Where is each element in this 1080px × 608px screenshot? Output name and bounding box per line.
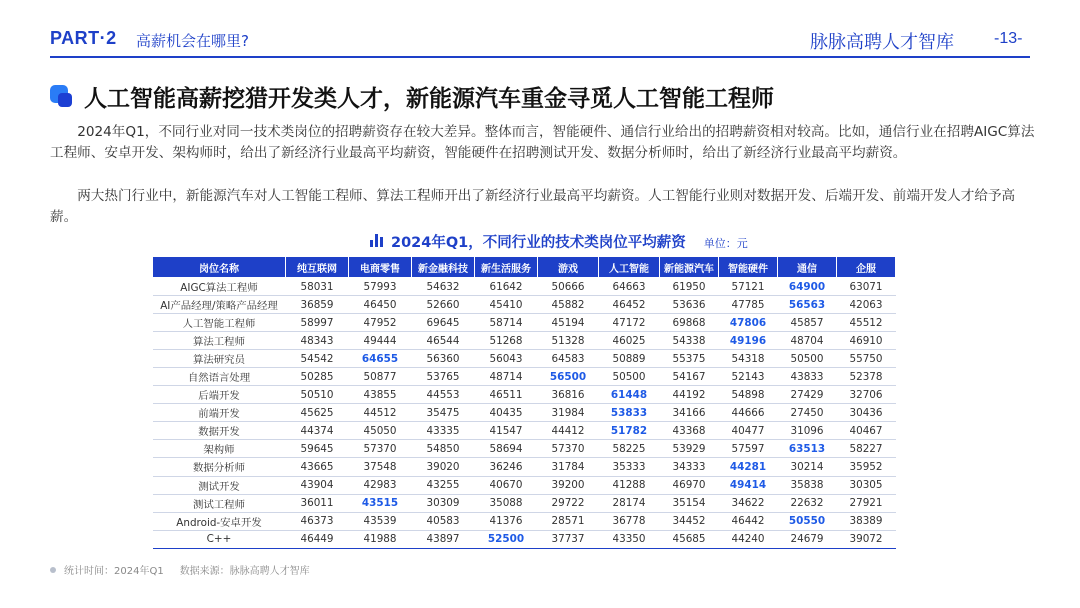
table-cell: 44374 [286,422,349,440]
table-cell: 43335 [412,422,475,440]
table-cell: 58694 [475,440,538,458]
table-cell: 69645 [412,314,475,332]
table-cell: 36816 [538,386,599,404]
table-cell: 46544 [412,332,475,350]
section-heading [50,80,1030,113]
page-header [0,0,1080,58]
table-cell: 43539 [349,512,412,530]
table-cell: 35154 [660,494,719,512]
highlight-cell: 49196 [719,332,778,350]
table-cell: 30214 [778,458,837,476]
table-cell: 27921 [837,494,896,512]
table-cell: 56360 [412,350,475,368]
table-row [153,296,896,314]
table-cell: 28571 [538,512,599,530]
table-cell: 47785 [719,296,778,314]
table-cell: 45857 [778,314,837,332]
table-cell: 46449 [286,530,349,548]
table-cell: 46373 [286,512,349,530]
column-header: 游戏 [538,257,599,278]
table-cell: 41988 [349,530,412,548]
table-cell: 45512 [837,314,896,332]
table-cell: 35088 [475,494,538,512]
table-cell: 57370 [349,440,412,458]
table-cell: 51268 [475,332,538,350]
table-cell: 30436 [837,404,896,422]
table-cell: 36778 [599,512,660,530]
table-body [153,278,896,549]
column-header: 新生活服务 [475,257,538,278]
highlight-cell: 51782 [599,422,660,440]
column-header: 纯互联网 [286,257,349,278]
table-cell: 42983 [349,476,412,494]
row-label: C++ [153,530,286,548]
table-cell: 35838 [778,476,837,494]
column-header: 电商零售 [349,257,412,278]
table-cell: 50500 [778,350,837,368]
table-cell: 32706 [837,386,896,404]
table-cell: 40583 [412,512,475,530]
highlight-cell: 52500 [475,530,538,548]
table-cell: 31096 [778,422,837,440]
table-cell: 58227 [837,440,896,458]
part-label: PART·2 [50,28,117,48]
paragraph-1: 2024年Q1，不同行业对同一技术类岗位的招聘薪资存在较大差异。整体而言，智能硬件、通信行业给出的招聘薪资相对较高。比如，通信行业在招聘AIGC算法工程师、安卓开发、架构师时，给出了新经济行业最高平均薪资，智能硬件在招聘测试开发、数据分析师时，给出了新经济行业最高平均薪资。 [50,124,1035,161]
row-label: AI产品经理/策略产品经理 [153,296,286,314]
table-unit: 单位：元 [703,237,748,250]
stat-time: 统计时间：2024年Q1 [64,566,164,577]
table-cell: 43897 [412,530,475,548]
table-row [153,314,896,332]
footer [50,562,310,577]
table-cell: 41376 [475,512,538,530]
table-cell: 44192 [660,386,719,404]
highlight-cell: 63513 [778,440,837,458]
bar-chart-icon [370,234,383,247]
brand-name: 脉脉高聘人才智库 [810,32,954,53]
data-source: 数据来源：脉脉高聘人才智库 [179,566,310,577]
table-cell: 46970 [660,476,719,494]
table-cell: 55750 [837,350,896,368]
table-cell: 50666 [538,278,599,296]
table-cell: 36859 [286,296,349,314]
row-label: 算法研究员 [153,350,286,368]
table-cell: 49444 [349,332,412,350]
table-cell: 39020 [412,458,475,476]
header-divider [50,56,1030,58]
highlight-cell: 64655 [349,350,412,368]
table-cell: 34452 [660,512,719,530]
table-cell: 56043 [475,350,538,368]
table-cell: 63071 [837,278,896,296]
table-cell: 54632 [412,278,475,296]
table-cell: 69868 [660,314,719,332]
row-label: 自然语言处理 [153,368,286,386]
row-label: 数据开发 [153,422,286,440]
table-cell: 34622 [719,494,778,512]
table-cell: 39200 [538,476,599,494]
table-cell: 24679 [778,530,837,548]
table-row [153,476,896,494]
highlight-cell: 49414 [719,476,778,494]
table-cell: 39072 [837,530,896,548]
table-cell: 27450 [778,404,837,422]
table-cell: 41288 [599,476,660,494]
table-cell: 43255 [412,476,475,494]
paragraph-2: 两大热门行业中，新能源汽车对人工智能工程师、算法工程师开出了新经济行业最高平均薪资。人工智能行业则对数据开发、后端开发、前端开发人才给予高薪。 [50,188,1016,225]
table-cell: 44553 [412,386,475,404]
table-cell: 52378 [837,368,896,386]
table-row [153,458,896,476]
row-label: AIGC算法工程师 [153,278,286,296]
table-cell: 43855 [349,386,412,404]
table-cell: 44240 [719,530,778,548]
column-header: 智能硬件 [719,257,778,278]
heading-bullet-icon [50,85,74,109]
table-row [153,350,896,368]
table-cell: 36246 [475,458,538,476]
table-cell: 43368 [660,422,719,440]
table-cell: 37737 [538,530,599,548]
table-cell: 47172 [599,314,660,332]
table-cell: 30305 [837,476,896,494]
table-cell: 37548 [349,458,412,476]
column-header: 新能源汽车 [660,257,719,278]
table-cell: 34333 [660,458,719,476]
table-row [153,494,896,512]
table-title-text: 2024年Q1，不同行业的技术类岗位平均薪资 [391,235,686,251]
table-cell: 45050 [349,422,412,440]
table-cell: 31984 [538,404,599,422]
row-label: 前端开发 [153,404,286,422]
table-cell: 40670 [475,476,538,494]
column-header: 企服 [837,257,896,278]
table-cell: 61642 [475,278,538,296]
column-header: 岗位名称 [153,257,286,278]
table-cell: 57597 [719,440,778,458]
column-header: 人工智能 [599,257,660,278]
table-cell: 48714 [475,368,538,386]
table-cell: 35475 [412,404,475,422]
table-row [153,368,896,386]
table-cell: 30309 [412,494,475,512]
salary-table [152,256,896,549]
table-cell: 53765 [412,368,475,386]
table-cell: 48704 [778,332,837,350]
table-cell: 51328 [538,332,599,350]
table-cell: 57121 [719,278,778,296]
table-title [370,231,748,252]
table-cell: 59645 [286,440,349,458]
table-row [153,386,896,404]
table-cell: 48343 [286,332,349,350]
row-label: 测试工程师 [153,494,286,512]
column-header: 通信 [778,257,837,278]
highlight-cell: 56563 [778,296,837,314]
table-cell: 54542 [286,350,349,368]
table-row [153,332,896,350]
heading-text: 人工智能高薪挖猎开发类人才，新能源汽车重金寻觅人工智能工程师 [84,86,774,112]
table-cell: 50877 [349,368,412,386]
table-cell: 64583 [538,350,599,368]
highlight-cell: 61448 [599,386,660,404]
table-cell: 64663 [599,278,660,296]
table-cell: 28174 [599,494,660,512]
table-cell: 52660 [412,296,475,314]
table-cell: 54850 [412,440,475,458]
table-cell: 43904 [286,476,349,494]
table-cell: 58714 [475,314,538,332]
table-row [153,440,896,458]
table-cell: 54167 [660,368,719,386]
table-cell: 46452 [599,296,660,314]
table-cell: 43350 [599,530,660,548]
highlight-cell: 43515 [349,494,412,512]
highlight-cell: 50550 [778,512,837,530]
highlight-cell: 44281 [719,458,778,476]
table-cell: 38389 [837,512,896,530]
highlight-cell: 53833 [599,404,660,422]
page-number: -13- [994,30,1023,47]
table-cell: 44412 [538,422,599,440]
table-cell: 45625 [286,404,349,422]
table-cell: 42063 [837,296,896,314]
table-cell: 57993 [349,278,412,296]
table-cell: 44666 [719,404,778,422]
table-cell: 55375 [660,350,719,368]
row-label: 后端开发 [153,386,286,404]
table-row [153,530,896,548]
table-cell: 47952 [349,314,412,332]
table-cell: 41547 [475,422,538,440]
table-cell: 53929 [660,440,719,458]
table-cell: 58031 [286,278,349,296]
table-cell: 45685 [660,530,719,548]
table-cell: 29722 [538,494,599,512]
table-cell: 46025 [599,332,660,350]
table-cell: 45194 [538,314,599,332]
row-label: Android-安卓开发 [153,512,286,530]
table-cell: 45882 [538,296,599,314]
table-cell: 43665 [286,458,349,476]
table-cell: 22632 [778,494,837,512]
table-cell: 44512 [349,404,412,422]
table-cell: 54898 [719,386,778,404]
table-cell: 45410 [475,296,538,314]
table-cell: 61950 [660,278,719,296]
table-row [153,404,896,422]
table-cell: 35952 [837,458,896,476]
table-cell: 57370 [538,440,599,458]
table-row [153,512,896,530]
table-row [153,422,896,440]
table-cell: 46442 [719,512,778,530]
table-cell: 31784 [538,458,599,476]
highlight-cell: 64900 [778,278,837,296]
table-cell: 40467 [837,422,896,440]
table-cell: 50889 [599,350,660,368]
table-cell: 27429 [778,386,837,404]
highlight-cell: 56500 [538,368,599,386]
row-label: 架构师 [153,440,286,458]
table-header-row [153,257,896,278]
table-cell: 58225 [599,440,660,458]
table-cell: 50500 [599,368,660,386]
table-cell: 52143 [719,368,778,386]
table-cell: 43833 [778,368,837,386]
row-label: 人工智能工程师 [153,314,286,332]
part-subtitle: 高薪机会在哪里? [136,32,249,50]
table-cell: 58997 [286,314,349,332]
highlight-cell: 47806 [719,314,778,332]
table-cell: 54318 [719,350,778,368]
table-cell: 46910 [837,332,896,350]
table-cell: 46511 [475,386,538,404]
table-cell: 54338 [660,332,719,350]
column-header: 新金融科技 [412,257,475,278]
table-row [153,278,896,296]
row-label: 算法工程师 [153,332,286,350]
table-cell: 53636 [660,296,719,314]
table-cell: 36011 [286,494,349,512]
row-label: 测试开发 [153,476,286,494]
table-cell: 50285 [286,368,349,386]
table-cell: 35333 [599,458,660,476]
table-cell: 46450 [349,296,412,314]
table-cell: 40477 [719,422,778,440]
table-cell: 50510 [286,386,349,404]
row-label: 数据分析师 [153,458,286,476]
table-cell: 40435 [475,404,538,422]
footer-dot-icon [50,567,56,573]
table-cell: 34166 [660,404,719,422]
